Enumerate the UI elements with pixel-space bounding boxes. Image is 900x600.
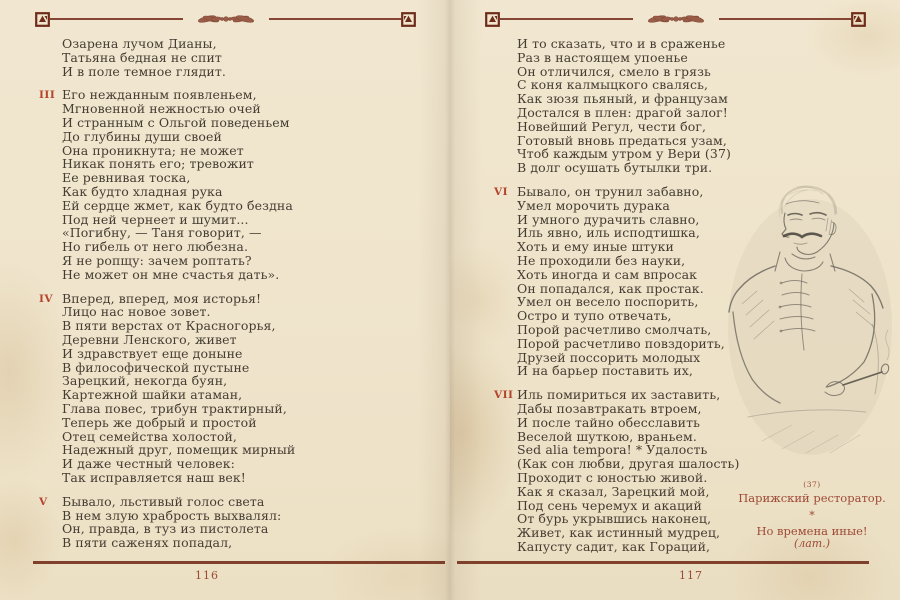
stanza-5 (39, 493, 430, 551)
poem-line: Веселой шуткою, враньем. (517, 428, 697, 444)
corner-ornament-icon (851, 12, 866, 27)
stanza-numeral: V (39, 495, 48, 508)
poem-line: И то сказать, что и в сраженье (517, 36, 726, 51)
page-right-header (485, 10, 866, 28)
header-rule (269, 18, 402, 20)
poem-line: Ей сердце жмет, как будто бездна (62, 197, 293, 213)
corner-ornament-icon (401, 12, 416, 27)
poem-line: Не проходили без науки, (517, 252, 686, 268)
poem-line: «Погибну, — Таня говорит, — (62, 225, 262, 241)
poem-line: В нем злую храбрость выхвалял: (62, 507, 282, 523)
footnote-language-label: (лат.) (793, 537, 831, 550)
poem-line: Но гибель от него любезна. (62, 239, 249, 255)
poem-line: Татьяна бедная не спит (62, 49, 222, 65)
poem-column-left (39, 36, 430, 560)
poem-line: В пяти верстах от Красногорья, (62, 318, 276, 334)
floral-ornament-icon (190, 12, 262, 26)
poem-line: Как будто хладная рука (62, 183, 223, 199)
poem-line: Порой расчетливо повздорить, (517, 335, 725, 351)
floral-ornament-icon (640, 12, 712, 26)
poem-line: Проходит с юностью живой. (517, 469, 708, 485)
poem-line: Он попадался, как простак. (517, 280, 704, 296)
poem-line: В долг осушать бутылки три. (517, 160, 713, 176)
poem-line: Под ней чернеет и шумит... (62, 211, 249, 227)
poem-line: И здравствует еще доныне (62, 345, 243, 361)
poem-line: Ее ревнивая тоска, (62, 170, 191, 186)
poem-line: Умел морочить дурака (517, 197, 670, 213)
poem-line: Иль помириться их заставить, (517, 387, 721, 403)
footer-rule (457, 561, 869, 564)
poem-line: Вперед, вперед, моя исторья! (62, 290, 262, 306)
poem-line: Его нежданным появленьем, (62, 87, 257, 103)
poem-line: Остро и тупо отвечать, (517, 308, 672, 324)
poem-line: Никак понять его; тревожит (62, 156, 254, 172)
page-left-header (35, 10, 416, 28)
poem-line: До глубины души своей (62, 128, 222, 144)
poem-line: И даже честный человек: (62, 456, 235, 472)
poem-line: Так исправляется наш век! (62, 469, 246, 485)
header-rule (719, 18, 852, 20)
header-rule (50, 18, 183, 20)
page-number-left: 116 (195, 569, 219, 582)
poem-line: Готовый вновь предаться узам, (517, 132, 727, 148)
poem-line: Раз в настоящем упоенье (517, 49, 688, 65)
footnote-separator: * (809, 509, 815, 522)
poem-line: Умел он весело поспорить, (517, 294, 699, 310)
footnote-marker: (37) (803, 480, 821, 489)
poem-line: Он, правда, в туз из пистолета (62, 521, 269, 537)
poem-line: Бывало, он трунил забавно, (517, 183, 704, 199)
poem-line: И на барьер поставить их, (517, 363, 693, 379)
poem-line: Друзей поссорить молодых (517, 349, 701, 365)
poem-line: Картежной шайки атаман, (62, 387, 243, 403)
poem-line: Дабы позавтракать втроем, (517, 400, 702, 416)
poem-line: Не может он мне счастья дать». (62, 266, 280, 282)
poem-line: Он отличился, смело в грязь (517, 63, 711, 79)
stanza-numeral: IV (39, 292, 54, 305)
poem-line: Новейший Регул, чести бог, (517, 118, 707, 134)
poem-line: И умного дурачить славно, (517, 211, 700, 227)
poem-line: Чтоб каждым утром у Вери (37) (517, 146, 731, 162)
stanza-numeral: VII (494, 389, 514, 402)
poem-line: Sed alia tempora! * Удалость (517, 442, 708, 458)
poem-line: Порой расчетливо смолчать, (517, 321, 712, 337)
poem-line: С коня калмыцкого свалясь, (517, 77, 709, 93)
poem-line: (Как сон любви, другая шалость) (517, 456, 740, 472)
poem-line: Озарена лучом Дианы, (62, 36, 217, 51)
poem-line: Иль явно, иль исподтишка, (517, 225, 700, 241)
poem-line: В философической пустыне (62, 359, 250, 375)
stanza-numeral: III (39, 89, 56, 102)
poem-line: Лицо нас новое зовет. (62, 304, 211, 320)
poem-line: Хоть и ему иные штуки (517, 239, 674, 255)
poem-line: Деревни Ленского, живет (62, 331, 237, 347)
stanza-continuation (62, 37, 430, 78)
page-right (450, 0, 900, 600)
corner-ornament-icon (485, 12, 500, 27)
poem-line: И в поле темное глядит. (62, 63, 226, 79)
footnotes (712, 480, 900, 549)
footer-rule (33, 561, 445, 564)
footnote-text-translation: Но времена иные! (756, 524, 868, 538)
footnote-text-restaurateur: Парижский ресторатор. (738, 491, 886, 505)
poem-line: Как я сказал, Зарецкий мой, (517, 483, 710, 499)
poem-line: В пяти саженях попадал, (62, 535, 233, 551)
header-rule (500, 18, 633, 20)
zaretsky-portrait-illustration (722, 182, 898, 482)
poem-line: Надежный друг, помещик мирный (62, 442, 296, 458)
poem-line: Как зюзя пьяный, и французам (517, 91, 728, 107)
poem-line: Мгновенной нежностью очей (62, 101, 261, 117)
poem-line: Хоть иногда и сам впросак (517, 266, 698, 282)
poem-line: Теперь же добрый и простой (62, 414, 257, 430)
poem-line: От бурь укрывшись наконец, (517, 511, 712, 527)
page-number-right: 117 (679, 569, 703, 582)
poem-line: Зарецкий, некогда буян, (62, 373, 228, 389)
poem-line: Отец семейства холостой, (62, 428, 237, 444)
stanza-3 (39, 87, 430, 282)
stanza-4 (39, 290, 430, 485)
poem-line: Глава повес, трибун трактирный, (62, 400, 287, 416)
stanza-continuation (517, 37, 827, 175)
stanza-numeral: VI (494, 185, 509, 198)
poem-line: Под сень черемух и акаций (517, 497, 702, 513)
poem-line: Капусту садит, как Гораций, (517, 538, 711, 554)
poem-line: Я не ропщу: зачем роптать? (62, 252, 252, 268)
poem-line: И после тайно обесславить (517, 414, 701, 430)
poem-line: Достался в плен: драгой залог! (517, 104, 728, 120)
poem-line: И странным с Ольгой поведеньем (62, 114, 290, 130)
poem-line: Бывало, льстивый голос света (62, 493, 265, 509)
poem-line: Живет, как истинный мудрец, (517, 525, 721, 541)
corner-ornament-icon (35, 12, 50, 27)
poem-line: Она проникнута; не может (62, 142, 244, 158)
